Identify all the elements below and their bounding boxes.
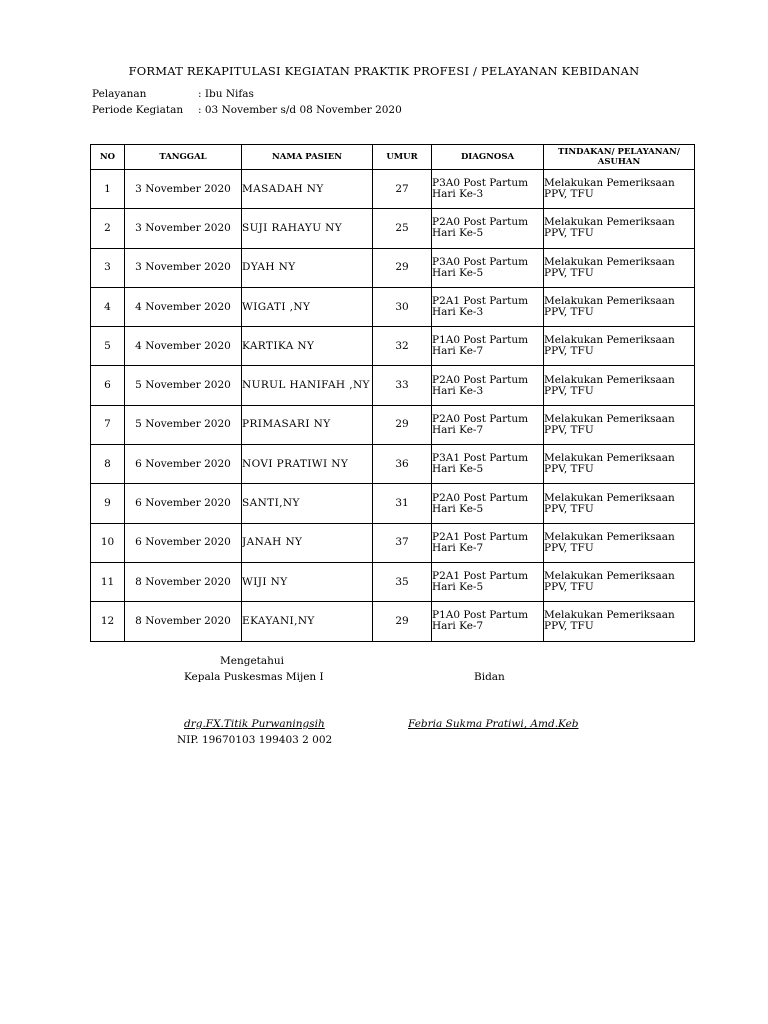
cell-umur: 36 xyxy=(373,445,432,484)
cell-nama-pasien: WIGATI ,NY xyxy=(242,287,373,326)
diagnosa-line: P2A0 Post Partum xyxy=(432,412,529,425)
header-tindakan: TINDAKAN/ PELAYANAN/ ASUHAN xyxy=(544,145,695,170)
cell-nama-pasien: DYAH NY xyxy=(242,248,373,287)
cell-no: 5 xyxy=(91,327,125,366)
tindakan-line: Melakukan Pemeriksaan xyxy=(544,216,675,229)
tindakan-line: Melakukan Pemeriksaan xyxy=(544,177,675,190)
rekap-table xyxy=(90,144,695,642)
tindakan-line: Melakukan Pemeriksaan xyxy=(544,412,675,425)
tindakan-line: PPV, TFU xyxy=(544,581,594,594)
cell-umur: 29 xyxy=(373,248,432,287)
tindakan-line: PPV, TFU xyxy=(544,384,594,397)
diagnosa-line: P2A1 Post Partum xyxy=(432,295,529,308)
cell-tindakan xyxy=(544,366,695,405)
cell-no: 7 xyxy=(91,405,125,444)
cell-diagnosa xyxy=(432,209,544,248)
cell-no: 6 xyxy=(91,366,125,405)
signature-kepala-title: Kepala Puskesmas Mijen I xyxy=(184,671,324,683)
diagnosa-line: P1A0 Post Partum xyxy=(432,334,529,347)
cell-tindakan xyxy=(544,523,695,562)
pelayanan-value: : Ibu Nifas xyxy=(198,88,254,100)
pelayanan-label: Pelayanan xyxy=(92,88,147,100)
cell-tindakan xyxy=(544,484,695,523)
table-row xyxy=(91,327,695,366)
diagnosa-line: Hari Ke-3 xyxy=(432,306,484,319)
cell-tanggal: 8 November 2020 xyxy=(125,562,242,601)
cell-nama-pasien: KARTIKA NY xyxy=(242,327,373,366)
cell-nama-pasien: JANAH NY xyxy=(242,523,373,562)
cell-umur: 29 xyxy=(373,405,432,444)
tindakan-line: Melakukan Pemeriksaan xyxy=(544,373,675,386)
signature-kepala-name: drg.FX.Titik Purwaningsih xyxy=(184,718,325,730)
tindakan-line: PPV, TFU xyxy=(544,306,594,319)
diagnosa-line: P2A0 Post Partum xyxy=(432,491,529,504)
cell-no: 8 xyxy=(91,445,125,484)
cell-umur: 29 xyxy=(373,602,432,641)
cell-umur: 30 xyxy=(373,287,432,326)
signature-mengetahui: Mengetahui xyxy=(220,655,285,667)
cell-diagnosa xyxy=(432,248,544,287)
cell-tanggal: 6 November 2020 xyxy=(125,523,242,562)
periode-label: Periode Kegiatan xyxy=(92,104,184,116)
table-row xyxy=(91,170,695,209)
cell-umur: 27 xyxy=(373,170,432,209)
cell-no: 12 xyxy=(91,602,125,641)
tindakan-line: PPV, TFU xyxy=(544,266,594,279)
table-row xyxy=(91,405,695,444)
diagnosa-line: P3A0 Post Partum xyxy=(432,177,529,190)
signature-bidan-name: Febria Sukma Pratiwi, Amd.Keb xyxy=(408,718,579,730)
tindakan-line: PPV, TFU xyxy=(544,227,594,240)
tindakan-line: Melakukan Pemeriksaan xyxy=(544,295,675,308)
cell-nama-pasien: SUJI RAHAYU NY xyxy=(242,209,373,248)
cell-diagnosa xyxy=(432,287,544,326)
diagnosa-line: Hari Ke-7 xyxy=(432,423,484,436)
cell-tanggal: 4 November 2020 xyxy=(125,287,242,326)
meta-periode xyxy=(92,104,402,116)
tindakan-line: PPV, TFU xyxy=(544,502,594,515)
tindakan-line: Melakukan Pemeriksaan xyxy=(544,530,675,543)
diagnosa-line: Hari Ke-5 xyxy=(432,502,484,515)
table-row xyxy=(91,484,695,523)
cell-tindakan xyxy=(544,602,695,641)
cell-diagnosa xyxy=(432,562,544,601)
table-header-row xyxy=(91,145,695,170)
table-row xyxy=(91,562,695,601)
table-row xyxy=(91,287,695,326)
cell-umur: 35 xyxy=(373,562,432,601)
cell-diagnosa xyxy=(432,170,544,209)
table-row xyxy=(91,602,695,641)
cell-tanggal: 3 November 2020 xyxy=(125,248,242,287)
cell-tindakan xyxy=(544,327,695,366)
tindakan-line: PPV, TFU xyxy=(544,345,594,358)
cell-tindakan xyxy=(544,405,695,444)
diagnosa-line: Hari Ke-5 xyxy=(432,463,484,476)
table-row xyxy=(91,209,695,248)
diagnosa-line: Hari Ke-5 xyxy=(432,266,484,279)
cell-umur: 32 xyxy=(373,327,432,366)
cell-tanggal: 8 November 2020 xyxy=(125,602,242,641)
cell-diagnosa xyxy=(432,484,544,523)
cell-umur: 33 xyxy=(373,366,432,405)
tindakan-line: PPV, TFU xyxy=(544,541,594,554)
tindakan-line: Melakukan Pemeriksaan xyxy=(544,255,675,268)
cell-diagnosa xyxy=(432,523,544,562)
tindakan-line: Melakukan Pemeriksaan xyxy=(544,334,675,347)
cell-no: 1 xyxy=(91,170,125,209)
tindakan-line: PPV, TFU xyxy=(544,423,594,436)
cell-umur: 31 xyxy=(373,484,432,523)
diagnosa-line: P1A0 Post Partum xyxy=(432,609,529,622)
diagnosa-line: Hari Ke-5 xyxy=(432,227,484,240)
header-no: NO xyxy=(91,145,125,170)
cell-nama-pasien: NURUL HANIFAH ,NY xyxy=(242,366,373,405)
cell-nama-pasien: PRIMASARI NY xyxy=(242,405,373,444)
cell-umur: 25 xyxy=(373,209,432,248)
tindakan-line: PPV, TFU xyxy=(544,463,594,476)
cell-tindakan xyxy=(544,209,695,248)
diagnosa-line: P2A0 Post Partum xyxy=(432,216,529,229)
header-tanggal: TANGGAL xyxy=(125,145,242,170)
cell-tindakan xyxy=(544,287,695,326)
cell-tanggal: 5 November 2020 xyxy=(125,366,242,405)
cell-tanggal: 6 November 2020 xyxy=(125,484,242,523)
signature-bidan-title: Bidan xyxy=(474,671,505,683)
signature-nip: NIP. 19670103 199403 2 002 xyxy=(177,734,333,746)
diagnosa-line: Hari Ke-3 xyxy=(432,384,484,397)
diagnosa-line: Hari Ke-7 xyxy=(432,620,484,633)
cell-umur: 37 xyxy=(373,523,432,562)
cell-no: 11 xyxy=(91,562,125,601)
cell-tanggal: 5 November 2020 xyxy=(125,405,242,444)
cell-nama-pasien: SANTI,NY xyxy=(242,484,373,523)
cell-nama-pasien: MASADAH NY xyxy=(242,170,373,209)
cell-diagnosa xyxy=(432,405,544,444)
diagnosa-line: P3A0 Post Partum xyxy=(432,255,529,268)
cell-nama-pasien: WIJI NY xyxy=(242,562,373,601)
tindakan-line: Melakukan Pemeriksaan xyxy=(544,452,675,465)
diagnosa-line: Hari Ke-3 xyxy=(432,188,484,201)
cell-tindakan xyxy=(544,445,695,484)
diagnosa-line: P3A1 Post Partum xyxy=(432,452,529,465)
cell-tanggal: 3 November 2020 xyxy=(125,209,242,248)
cell-no: 9 xyxy=(91,484,125,523)
meta-pelayanan xyxy=(92,88,254,100)
diagnosa-line: Hari Ke-7 xyxy=(432,345,484,358)
tindakan-line: Melakukan Pemeriksaan xyxy=(544,491,675,504)
cell-diagnosa xyxy=(432,445,544,484)
tindakan-line: PPV, TFU xyxy=(544,188,594,201)
diagnosa-line: Hari Ke-7 xyxy=(432,541,484,554)
table-row xyxy=(91,445,695,484)
cell-tanggal: 6 November 2020 xyxy=(125,445,242,484)
table-row xyxy=(91,248,695,287)
diagnosa-line: P2A0 Post Partum xyxy=(432,373,529,386)
table-row xyxy=(91,523,695,562)
header-umur: UMUR xyxy=(373,145,432,170)
cell-tanggal: 3 November 2020 xyxy=(125,170,242,209)
cell-no: 3 xyxy=(91,248,125,287)
cell-tanggal: 4 November 2020 xyxy=(125,327,242,366)
tindakan-line: Melakukan Pemeriksaan xyxy=(544,570,675,583)
diagnosa-line: P2A1 Post Partum xyxy=(432,530,529,543)
tindakan-line: Melakukan Pemeriksaan xyxy=(544,609,675,622)
cell-tindakan xyxy=(544,248,695,287)
periode-value: : 03 November s/d 08 November 2020 xyxy=(198,104,402,116)
cell-diagnosa xyxy=(432,327,544,366)
cell-nama-pasien: EKAYANI,NY xyxy=(242,602,373,641)
cell-no: 4 xyxy=(91,287,125,326)
cell-tindakan xyxy=(544,562,695,601)
tindakan-line: PPV, TFU xyxy=(544,620,594,633)
document-title: FORMAT REKAPITULASI KEGIATAN PRAKTIK PROFESI / PELAYANAN KEBIDANAN xyxy=(128,64,640,78)
diagnosa-line: Hari Ke-5 xyxy=(432,581,484,594)
cell-no: 2 xyxy=(91,209,125,248)
cell-tindakan xyxy=(544,170,695,209)
cell-diagnosa xyxy=(432,366,544,405)
cell-no: 10 xyxy=(91,523,125,562)
cell-nama-pasien: NOVI PRATIWI NY xyxy=(242,445,373,484)
header-diagnosa: DIAGNOSA xyxy=(432,145,544,170)
cell-diagnosa xyxy=(432,602,544,641)
header-nama-pasien: NAMA PASIEN xyxy=(242,145,373,170)
diagnosa-line: P2A1 Post Partum xyxy=(432,570,529,583)
table-row xyxy=(91,366,695,405)
